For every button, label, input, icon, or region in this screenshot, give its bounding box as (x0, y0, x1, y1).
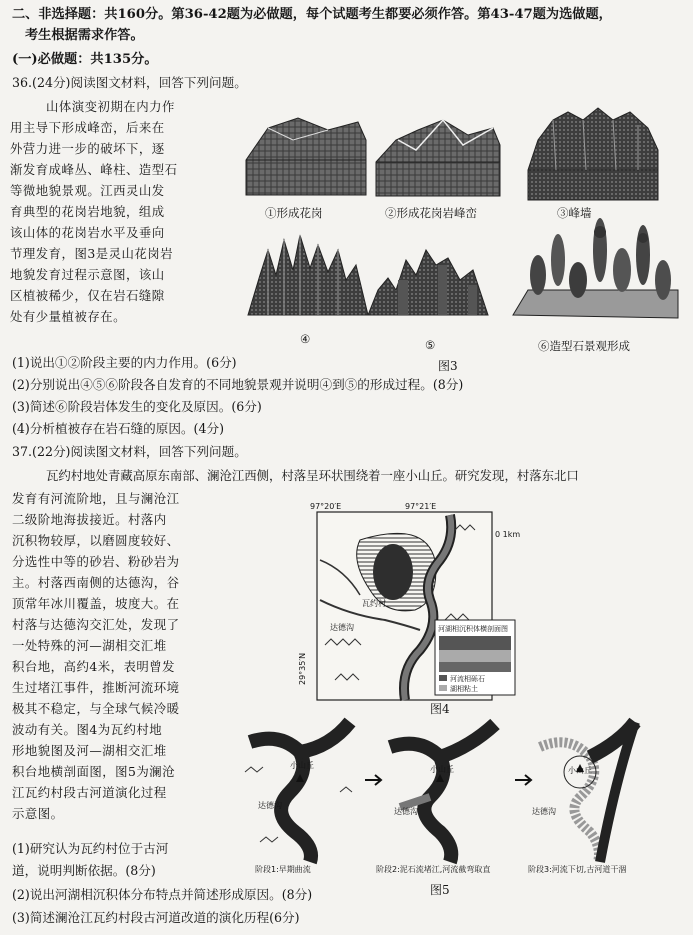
fig4-river: 达德沟 (330, 623, 354, 632)
q37-paragraph (12, 488, 180, 824)
fig5-hill-label-3: 小山丘 (568, 766, 592, 775)
q37-line: 村落与达德沟交汇处，发现了 (12, 617, 180, 632)
block-diagram-4 (248, 235, 368, 315)
q37-line: 形地貌图及河—湖相交汇堆 (12, 743, 167, 758)
q37-line: 生过堵江事件，推断河流环境 (12, 680, 180, 695)
q37-line: 顶常年冰川覆盖，坡度大。在 (12, 596, 180, 611)
q37-line: 沉积物较厚，以磨圆度较好、 (12, 533, 180, 548)
section-heading-cont: 考生根据需求作答。 (25, 28, 144, 43)
block-diagram-3 (528, 108, 658, 200)
figure-4-map (305, 500, 675, 705)
fig5-stage-1 (245, 722, 352, 862)
fig4-scale: 0 1km (495, 530, 521, 539)
fig5-label: 图5 (430, 883, 450, 897)
fig5-stage-2 (390, 724, 495, 862)
figure-5 (240, 712, 688, 872)
fig4-lon-2: 97°21′E (405, 502, 437, 511)
fig5-stage-3-caption: 阶段3:河流下切,古河道干涸 (528, 865, 627, 874)
fig3-caption-2: ②形成花岗岩峰峦 (385, 206, 477, 220)
q36-line: 地貌发育过程示意图，该山 (10, 267, 165, 282)
q36-stem: 36.(24分)阅读图文材料，回答下列问题。 (12, 75, 247, 90)
fig4-legend-item-2: 湖相粘土 (450, 685, 478, 693)
fig5-river-label-1: 达德沟 (258, 801, 282, 810)
q37-line: 积台地横剖面图，图5为澜沧 (12, 764, 176, 779)
q37-intro: 瓦约村地处青藏高原东南部、澜沧江西侧，村落呈环状围绕着一座小山丘。研究发现，村落东北口 (46, 468, 579, 483)
block-diagram-5 (368, 250, 488, 315)
q36-line: 渐发育成峰丛、峰柱、造型石 (10, 162, 178, 177)
q37-line: 波动有关。图4为瓦约村地 (12, 722, 163, 737)
q36-line: 处有少量植被存在。 (10, 309, 127, 324)
fig5-stage-2-caption: 阶段2:泥石流堵江,河流截弯取直 (376, 865, 491, 874)
q37-line: 发育有河流阶地，且与澜沧江 (12, 491, 180, 506)
q36-line: 节理发育，图3是灵山花岗岩 (10, 246, 174, 261)
fig3-caption-3: ③峰墙 (557, 206, 592, 220)
q37-line: 极其不稳定，与全球气候冷暖 (12, 701, 180, 716)
q37-stem: 37.(22分)阅读图文材料，回答下列问题。 (12, 444, 247, 459)
q37-line: 积台地，高约4米，表明曾发 (12, 659, 176, 674)
q37-line: 一处特殊的河—湖相交汇堆 (12, 638, 167, 653)
q37-subquestion-3: (3)简述澜沧江瓦约村段古河道改道的演化历程(6分) (12, 910, 300, 925)
q36-line: 外营力进一步的破坏下，逐 (10, 141, 165, 156)
section-subheading: (一)必做题：共135分。 (12, 52, 158, 67)
fig5-river-label-3: 达德沟 (532, 807, 556, 816)
fig3-label: 图3 (438, 359, 458, 373)
fig3-caption-4: ④ (300, 332, 311, 346)
q37-line: 主。村落西南侧的达德沟，谷 (12, 575, 180, 590)
q37-subquestion-1: (1)研究认为瓦约村位于古河 (12, 841, 169, 856)
q36-subquestion-1: (1)说出①②阶段主要的内力作用。(6分) (12, 355, 237, 370)
fig5-hill-label-1: 小山丘 (290, 761, 314, 770)
q36-line: 区植被稀少，仅在岩石缝隙 (10, 288, 165, 303)
fig4-legend-title: 河湖相沉积体横剖面图 (438, 625, 508, 633)
q36-line: 该山体的花岗岩水平及垂向 (10, 225, 165, 240)
q37-line: 分选性中等的砂岩、粉砂岩为 (12, 554, 180, 569)
fig3-caption-6: ⑥造型石景观形成 (538, 339, 630, 353)
section-heading: 二、非选择题：共160分。第36-42题为必做题，每个试题考生都要必须作答。第43-47题为选做题， (12, 7, 612, 22)
fig5-stage-3 (540, 722, 635, 862)
fig4-legend-item-1: 河流相砾石 (450, 675, 485, 683)
q37-line: 二级阶地海拔接近。村落内 (12, 512, 167, 527)
q36-line: 山体演变初期在内力作 (46, 99, 175, 114)
fig5-stage-1-caption: 阶段1:早期曲流 (255, 865, 311, 874)
fig3-caption-1: ①形成花岗 (265, 206, 323, 220)
fig3-caption-5: ⑤ (425, 338, 436, 352)
fig4-lat: 29°35′N (298, 652, 307, 685)
q37-subquestion-1-cont: 道，说明判断依据。(8分) (12, 863, 156, 878)
fig4-village: 瓦约村 (362, 599, 386, 608)
q36-line: 用主导下形成峰峦，后来在 (10, 120, 165, 135)
q37-line: 江瓦约村段古河道演化过程 (12, 785, 167, 800)
q36-questions (12, 354, 463, 438)
block-diagram-1 (246, 118, 366, 195)
q36-line: 育典型的花岗岩地貌，组成 (10, 204, 165, 219)
block-diagram-2 (376, 120, 500, 196)
q37-line: 示意图。 (12, 806, 64, 821)
fig4-lon-1: 97°20′E (310, 502, 342, 511)
arrow-icon (365, 775, 381, 785)
block-diagram-6 (513, 218, 678, 318)
q36-paragraph (10, 96, 178, 327)
fig4-label: 图4 (430, 702, 450, 716)
q37-subquestion-2: (2)说出河湖相沉积体分布特点并简述形成原因。(8分) (12, 887, 313, 902)
fig5-hill-label-2: 小山丘 (430, 765, 454, 774)
fig5-river-label-2: 达德沟 (394, 807, 418, 816)
figure-3 (238, 100, 688, 362)
q36-subquestion-4: (4)分析植被存在岩石缝的原因。(4分) (12, 421, 224, 436)
arrow-icon (515, 775, 531, 785)
q36-subquestion-2: (2)分别说出④⑤⑥阶段各自发育的不同地貌景观并说明④到⑤的形成过程。(8分) (12, 377, 464, 392)
q36-line: 等微地貌景观。江西灵山发 (10, 183, 165, 198)
q36-subquestion-3: (3)简述⑥阶段岩体发生的变化及原因。(6分) (12, 399, 262, 414)
